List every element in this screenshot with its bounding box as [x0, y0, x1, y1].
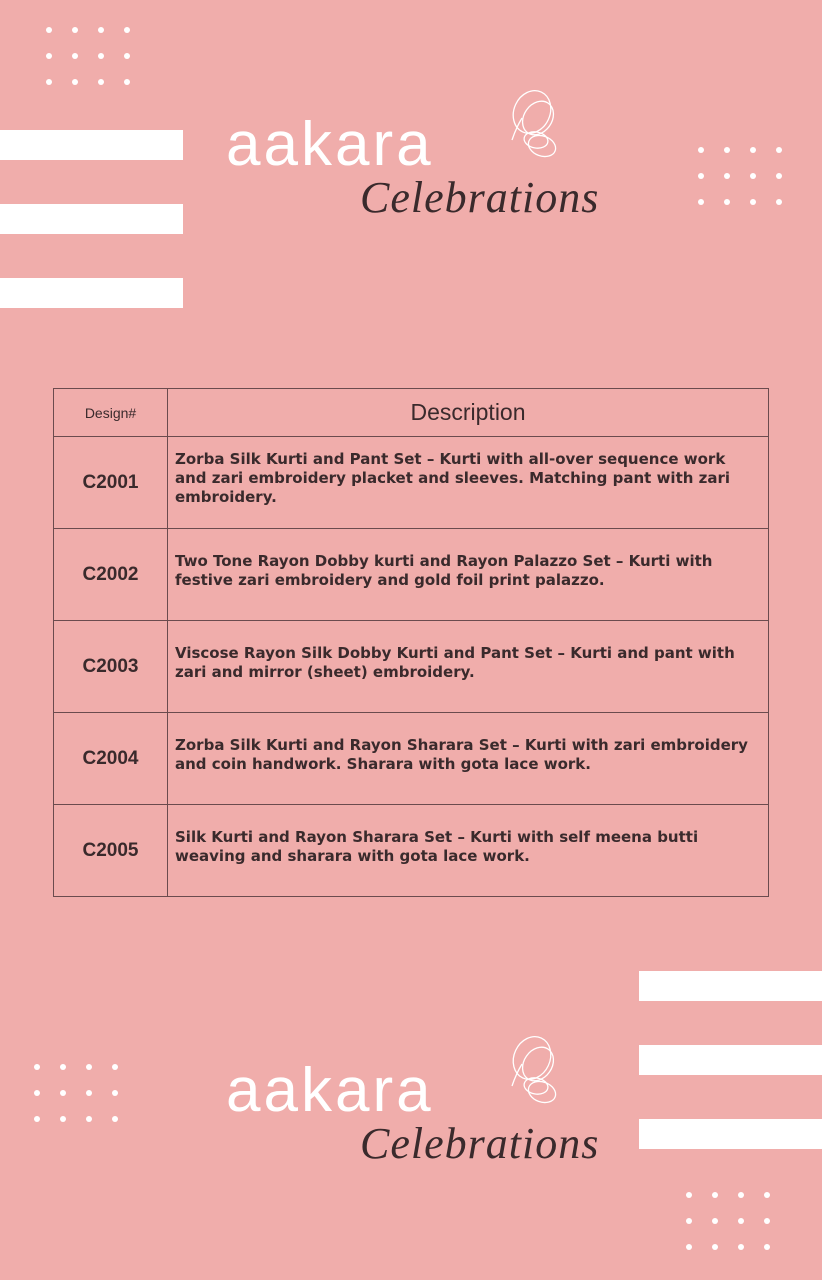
- design-table: [53, 388, 769, 897]
- brand-tagline: Celebrations: [360, 1119, 600, 1168]
- design-code: C2005: [54, 805, 168, 897]
- decor-bar: [0, 278, 183, 308]
- decor-dot-grid: [34, 1064, 118, 1122]
- design-description-text: Silk Kurti and Rayon Sharara Set – Kurti with self meena butti weaving and sharara with gota lace work.: [175, 827, 699, 865]
- decor-bar: [639, 1119, 822, 1149]
- table-row: [54, 621, 769, 713]
- table-row: [54, 805, 769, 897]
- design-code: C2002: [54, 529, 168, 621]
- header-description: Description: [168, 389, 769, 437]
- brand-name: aakara: [226, 110, 434, 179]
- decor-dot-grid: [698, 147, 782, 205]
- decor-dot-grid: [686, 1192, 770, 1250]
- design-description: [168, 805, 769, 897]
- brand-name: aakara: [226, 1056, 434, 1125]
- butterfly-icon: [492, 88, 562, 168]
- brand-tagline: Celebrations: [360, 173, 600, 222]
- decor-bar: [0, 204, 183, 234]
- design-description: [168, 621, 769, 713]
- logo-bottom: [226, 1034, 606, 1204]
- design-description-text: Zorba Silk Kurti and Pant Set – Kurti with all-over sequence work and zari embroidery placket and sleeves. Matching pant with zari embroidery.: [175, 450, 731, 506]
- table-row: [54, 437, 769, 529]
- table-row: [54, 529, 769, 621]
- decor-bar: [639, 971, 822, 1001]
- table-row: [54, 713, 769, 805]
- decor-bar: [639, 1045, 822, 1075]
- design-code: C2004: [54, 713, 168, 805]
- design-description-text: Two Tone Rayon Dobby kurti and Rayon Palazzo Set – Kurti with festive zari embroidery and gold foil print palazzo.: [175, 551, 713, 589]
- design-description: [168, 437, 769, 529]
- decor-dot-grid: [46, 27, 130, 85]
- design-description: [168, 529, 769, 621]
- header-design: Design#: [54, 389, 168, 437]
- design-code: C2001: [54, 437, 168, 529]
- design-code: C2003: [54, 621, 168, 713]
- decor-bar: [0, 130, 183, 160]
- table-header-row: [54, 389, 769, 437]
- logo-top: [226, 88, 606, 258]
- butterfly-icon: [492, 1034, 562, 1114]
- design-description-text: Zorba Silk Kurti and Rayon Sharara Set – Kurti with zari embroidery and coin handwork. Sharara with gota lace work.: [175, 735, 748, 773]
- design-description-text: Viscose Rayon Silk Dobby Kurti and Pant Set – Kurti and pant with zari and mirror (sheet) embroidery.: [175, 643, 735, 681]
- design-description: [168, 713, 769, 805]
